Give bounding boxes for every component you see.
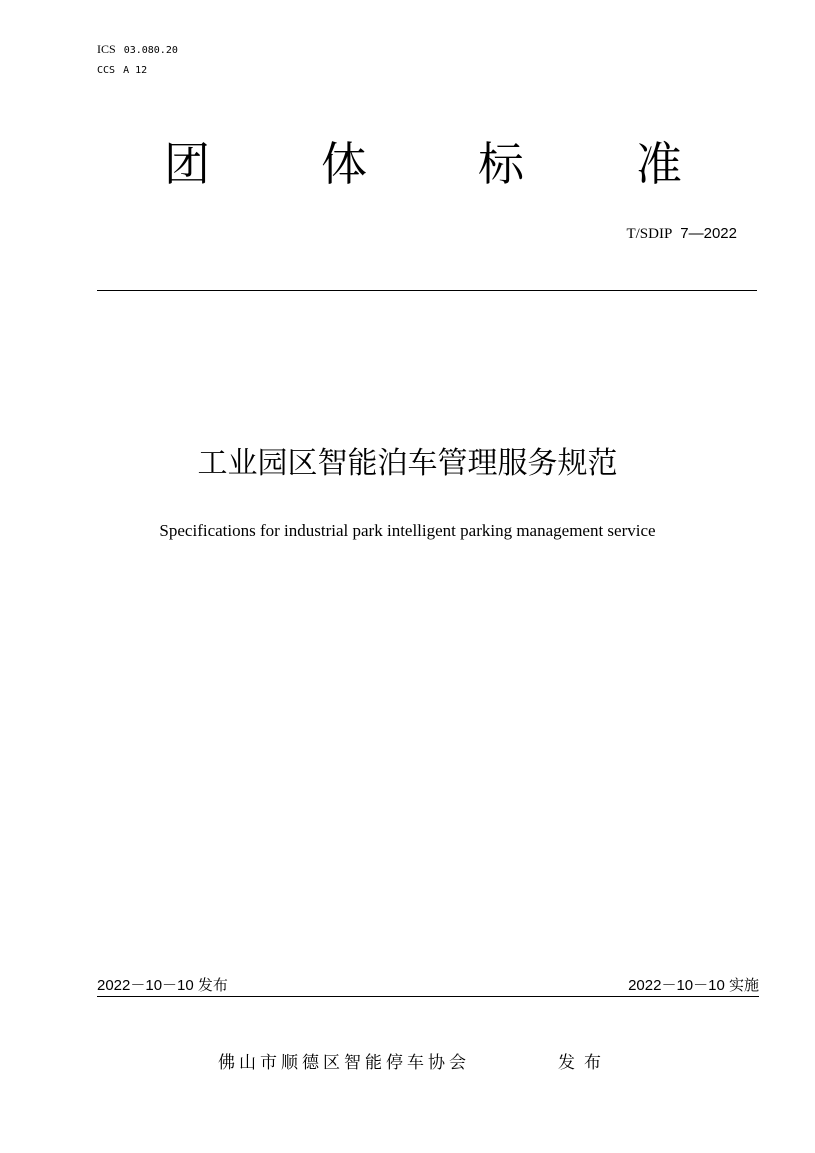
standard-code: 7—2022	[680, 225, 737, 242]
doc-type-char-2: 体	[321, 137, 367, 191]
ccs-code	[97, 63, 147, 77]
publish-label: 发布	[558, 1053, 610, 1073]
ics-code	[97, 43, 178, 57]
ccs-label: CCS	[97, 65, 116, 76]
document-title-chinese: 工业园区智能泊车管理服务规范	[197, 446, 618, 481]
implementation-date: 2022－10－10 实施	[628, 977, 759, 994]
footer-divider	[97, 996, 759, 997]
publisher-name: 佛山市顺德区智能停车协会	[218, 1053, 470, 1073]
doc-type-char-4: 准	[636, 137, 682, 191]
standard-number	[626, 224, 737, 243]
document-title-english: Specifications for industrial park intelligent parking management service	[159, 521, 656, 540]
standard-prefix: T/SDIP	[626, 226, 673, 242]
ccs-value: A 12	[123, 65, 148, 76]
header-divider	[97, 290, 757, 291]
doc-type-char-3: 标	[478, 137, 524, 191]
ics-label: ICS	[97, 42, 116, 56]
issue-date: 2022－10－10 发布	[97, 977, 228, 994]
doc-type-char-1: 团	[164, 137, 210, 191]
ics-value: 03.080.20	[123, 45, 178, 56]
